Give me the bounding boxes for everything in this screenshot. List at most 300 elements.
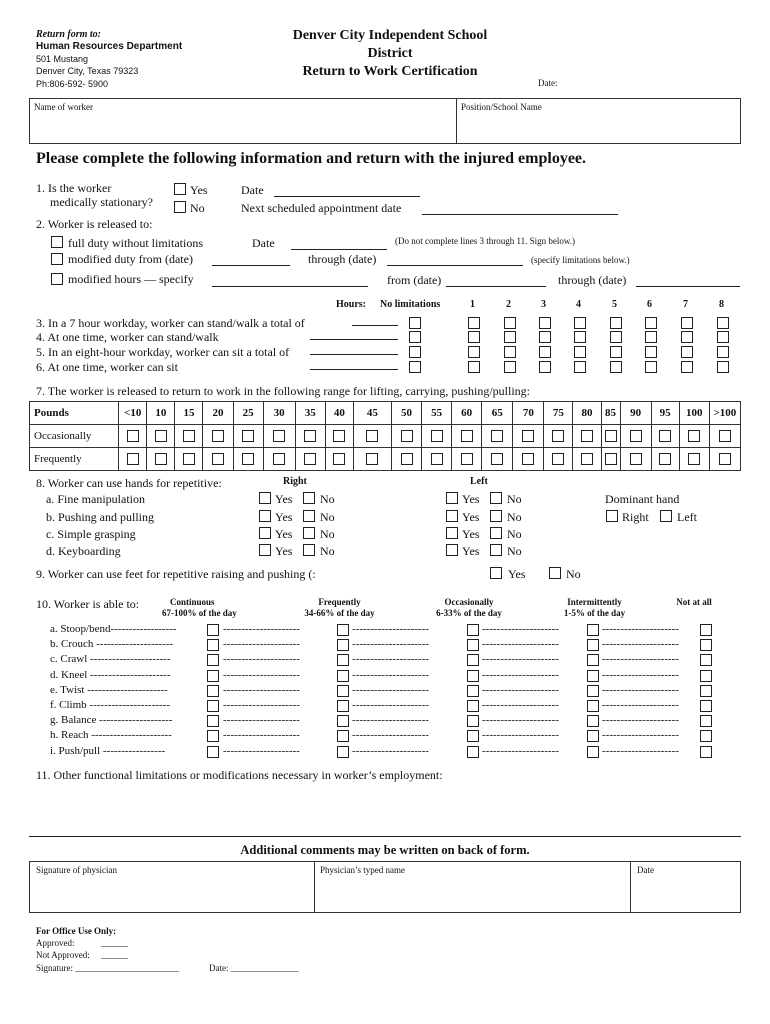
q10-checkbox[interactable]	[337, 730, 349, 742]
q8-no-label: No	[320, 492, 335, 506]
q10-checkbox[interactable]	[337, 746, 349, 758]
lifting-cell	[452, 448, 482, 471]
q1-label-a: 1. Is the worker	[36, 181, 112, 195]
title-line3: Return to Work Certification	[302, 64, 478, 79]
q8-yes-label: Yes	[462, 492, 480, 506]
lifting-checkbox[interactable]	[605, 453, 617, 465]
lifting-checkbox[interactable]	[581, 453, 593, 465]
q10-checkbox[interactable]	[700, 700, 712, 712]
hours-checkbox-5[interactable]	[610, 331, 622, 343]
q10-item-label: b. Crouch ---------------------	[50, 638, 174, 651]
pounds-col-header: 45	[353, 402, 391, 425]
lifting-checkbox[interactable]	[401, 430, 413, 442]
q10-checkbox[interactable]	[337, 700, 349, 712]
q8-no-label: No	[507, 510, 522, 524]
lifting-cell	[452, 425, 482, 448]
position-field[interactable]	[461, 112, 737, 140]
lifting-cell	[709, 425, 740, 448]
q10-checkbox[interactable]	[467, 715, 479, 727]
hours-checkbox-4[interactable]	[574, 331, 586, 343]
q10-checkbox[interactable]	[207, 670, 219, 682]
q9-label: 9. Worker can use feet for repetitive raising and pushing (:	[36, 567, 316, 581]
hours-checkbox-2[interactable]	[504, 346, 516, 358]
lifting-checkbox[interactable]	[688, 453, 700, 465]
q10-leader: ---------------------	[602, 623, 679, 635]
q8-left-no-checkbox[interactable]	[490, 544, 502, 556]
hours-checkbox-1[interactable]	[468, 317, 480, 329]
signature-date-label: Date	[637, 865, 654, 875]
q10-col-title: Occasionally	[444, 597, 494, 607]
lifting-checkbox[interactable]	[552, 453, 564, 465]
lifting-checkbox[interactable]	[491, 453, 503, 465]
hours-checkbox-5[interactable]	[610, 346, 622, 358]
hours-col-6: 6	[647, 299, 652, 310]
q10-checkbox[interactable]	[700, 685, 712, 697]
q10-col-title: Intermittently	[567, 597, 622, 607]
q10-checkbox[interactable]	[700, 624, 712, 636]
q10-checkbox[interactable]	[467, 654, 479, 666]
lifting-cell	[295, 425, 325, 448]
q1-next-appt-line[interactable]	[422, 214, 618, 215]
q8-right-yes-checkbox[interactable]	[259, 510, 271, 522]
physician-typed-name-field[interactable]	[319, 876, 625, 909]
lifting-cell	[233, 425, 263, 448]
lifting-checkbox[interactable]	[461, 453, 473, 465]
hours-label: Hours:	[336, 299, 366, 310]
office-date-line[interactable]: Date: _______________	[209, 963, 299, 973]
dominant-left-checkbox[interactable]	[660, 510, 672, 522]
q2-date-line[interactable]	[291, 249, 387, 250]
hours-row-label: 4. At one time, worker can stand/walk	[36, 330, 219, 344]
lifting-checkbox[interactable]	[155, 430, 167, 442]
lifting-checkbox[interactable]	[183, 453, 195, 465]
pounds-col-header: 15	[175, 402, 203, 425]
q8-left-yes-checkbox[interactable]	[446, 527, 458, 539]
q8-right-no-checkbox[interactable]	[303, 510, 315, 522]
q2-note2: (specify limitations below.)	[531, 255, 630, 265]
q8-right-no-checkbox[interactable]	[303, 544, 315, 556]
q8-left-no-checkbox[interactable]	[490, 492, 502, 504]
q8-left-yes-checkbox[interactable]	[446, 510, 458, 522]
q11-label: 11. Other functional limitations or modifications necessary in worker’s employment:	[36, 768, 443, 782]
pounds-col-header: 35	[295, 402, 325, 425]
hours-checkbox-1[interactable]	[468, 346, 480, 358]
lifting-checkbox[interactable]	[719, 430, 731, 442]
q8-no-label: No	[320, 527, 335, 541]
q10-checkbox[interactable]	[207, 639, 219, 651]
hours-checkbox-6[interactable]	[645, 331, 657, 343]
q7-label: 7. The worker is released to return to work in the following range for lifting, carrying, pushing/pulling:	[36, 384, 530, 398]
hours-col-5: 5	[612, 299, 617, 310]
return-city: Denver City, Texas 79323	[36, 66, 139, 76]
q10-checkbox[interactable]	[467, 746, 479, 758]
return-dept: Human Resources Department	[36, 41, 183, 52]
hours-checkbox-8[interactable]	[717, 317, 729, 329]
hours-row-leader	[310, 354, 398, 355]
hours-checkbox-5[interactable]	[610, 361, 622, 373]
lifting-cell	[422, 425, 452, 448]
worker-info-divider	[456, 98, 457, 144]
lifting-cell	[573, 448, 601, 471]
lifting-cell	[203, 425, 233, 448]
q8-right-yes-checkbox[interactable]	[259, 544, 271, 556]
q8-item-label: d. Keyboarding	[46, 544, 121, 558]
hours-checkbox-7[interactable]	[681, 317, 693, 329]
hours-checkbox-4[interactable]	[574, 317, 586, 329]
q10-checkbox[interactable]	[467, 730, 479, 742]
lifting-cell	[620, 448, 651, 471]
physician-typed-name-label: Physician’s typed name	[320, 865, 405, 875]
lifting-checkbox[interactable]	[212, 430, 224, 442]
hours-checkbox-3[interactable]	[539, 317, 551, 329]
lifting-cell	[513, 448, 544, 471]
q10-leader: ---------------------	[352, 744, 429, 757]
hours-checkbox-3[interactable]	[539, 346, 551, 358]
pounds-col-header: 70	[513, 402, 544, 425]
hours-checkbox-7[interactable]	[681, 361, 693, 373]
hours-checkbox-1[interactable]	[468, 361, 480, 373]
hours-checkbox-6[interactable]	[645, 346, 657, 358]
lifting-checkbox[interactable]	[581, 430, 593, 442]
q10-checkbox[interactable]	[700, 715, 712, 727]
pounds-col-header: 10	[147, 402, 175, 425]
q10-leader: ---------------------	[482, 699, 559, 711]
pounds-col-header: <10	[119, 402, 147, 425]
q10-leader: ---------------------	[482, 683, 559, 696]
q8-left-no-checkbox[interactable]	[490, 510, 502, 522]
q10-checkbox[interactable]	[207, 624, 219, 636]
q8-right-header: Right	[283, 476, 307, 487]
q10-item-label: f. Climb ----------------------	[50, 699, 171, 711]
q10-col-title: Continuous	[170, 597, 215, 607]
q10-leader: ---------------------	[482, 729, 559, 742]
q10-leader: ---------------------	[352, 623, 429, 635]
hours-row-leader	[352, 325, 398, 326]
q8-yes-label: Yes	[275, 527, 293, 541]
q8-right-yes-checkbox[interactable]	[259, 492, 271, 504]
q10-checkbox[interactable]	[587, 639, 599, 651]
lifting-checkbox[interactable]	[366, 430, 378, 442]
q11-field[interactable]	[36, 786, 736, 830]
lifting-checkbox[interactable]	[333, 430, 345, 442]
lifting-checkbox[interactable]	[552, 430, 564, 442]
q10-col-title: Not at all	[676, 597, 712, 607]
q8-no-label: No	[507, 527, 522, 541]
lifting-cell	[119, 425, 147, 448]
lifting-checkbox[interactable]	[719, 453, 731, 465]
q10-checkbox[interactable]	[467, 639, 479, 651]
lifting-cell	[391, 448, 421, 471]
hours-checkbox-2[interactable]	[504, 331, 516, 343]
q8-left-yes-checkbox[interactable]	[446, 492, 458, 504]
q2-from-label: from (date)	[387, 273, 442, 287]
q10-leader: ---------------------	[482, 623, 559, 635]
q10-checkbox[interactable]	[587, 715, 599, 727]
q10-checkbox[interactable]	[700, 639, 712, 651]
signature-date-field[interactable]	[635, 876, 737, 909]
q2-full-checkbox[interactable]	[51, 236, 63, 248]
q2-full-label: full duty without limitations	[68, 236, 203, 250]
hours-checkbox-2[interactable]	[504, 361, 516, 373]
lifting-checkbox[interactable]	[273, 453, 285, 465]
q10-checkbox[interactable]	[587, 670, 599, 682]
q10-leader: ---------------------	[352, 729, 429, 742]
lifting-checkbox[interactable]	[183, 430, 195, 442]
lifting-cell	[709, 448, 740, 471]
pounds-col-header: 50	[391, 402, 421, 425]
pounds-col-header: 55	[422, 402, 452, 425]
pounds-col-header: 100	[679, 402, 709, 425]
dominant-hand-label: Dominant hand	[605, 492, 680, 506]
hours-checkbox-7[interactable]	[681, 346, 693, 358]
q10-leader: ---------------------	[352, 683, 429, 696]
lifting-cell	[175, 448, 203, 471]
q10-col-sub: 34-66% of the day	[304, 608, 375, 618]
hours-row-label: 5. In an eight-hour workday, worker can sit a total of	[36, 345, 290, 359]
q10-checkbox[interactable]	[467, 670, 479, 682]
q10-leader: ---------------------	[352, 668, 429, 681]
q8-left-yes-checkbox[interactable]	[446, 544, 458, 556]
q10-leader: ---------------------	[352, 653, 429, 666]
q2-through-label: through (date)	[308, 252, 377, 266]
q10-checkbox[interactable]	[207, 685, 219, 697]
lifting-cell	[119, 448, 147, 471]
q8-yes-label: Yes	[462, 510, 480, 524]
q10-leader: ---------------------	[482, 744, 559, 757]
instruction-heading: Please complete the following information and return with the injured employee.	[36, 150, 587, 167]
q10-checkbox[interactable]	[337, 670, 349, 682]
hours-checkbox-4[interactable]	[574, 361, 586, 373]
lifting-cell	[353, 448, 391, 471]
dominant-right-label: Right	[622, 510, 649, 524]
q10-checkbox[interactable]	[337, 639, 349, 651]
q10-item-label: c. Crawl ----------------------	[50, 653, 171, 666]
return-form-label: Return form to:	[36, 29, 102, 40]
hours-checkbox-5[interactable]	[610, 317, 622, 329]
lifting-checkbox[interactable]	[659, 430, 671, 442]
q10-checkbox[interactable]	[337, 685, 349, 697]
q10-leader: ---------------------	[223, 638, 300, 651]
q10-item-label: a. Stoop/bend------------------	[50, 623, 177, 635]
q10-checkbox[interactable]	[337, 654, 349, 666]
q9-no-checkbox[interactable]	[549, 567, 561, 579]
lifting-table	[29, 401, 741, 471]
lifting-checkbox[interactable]	[242, 430, 254, 442]
pounds-col-header: 75	[544, 402, 573, 425]
q10-checkbox[interactable]	[207, 730, 219, 742]
hours-checkbox-3[interactable]	[539, 361, 551, 373]
q2-modified-hours-checkbox[interactable]	[51, 273, 63, 285]
q10-checkbox[interactable]	[587, 624, 599, 636]
office-not-approved-blank[interactable]: ______	[101, 950, 128, 960]
office-signature-line[interactable]: Signature: _______________________	[36, 963, 179, 973]
hours-checkbox-8[interactable]	[717, 361, 729, 373]
q10-checkbox[interactable]	[207, 654, 219, 666]
pounds-col-header: 85	[601, 402, 620, 425]
lifting-checkbox[interactable]	[461, 430, 473, 442]
q8-right-no-checkbox[interactable]	[303, 527, 315, 539]
q10-checkbox[interactable]	[587, 685, 599, 697]
q10-checkbox[interactable]	[700, 654, 712, 666]
additional-comments-note: Additional comments may be written on back of form.	[240, 843, 530, 857]
q10-checkbox[interactable]	[587, 700, 599, 712]
lifting-checkbox[interactable]	[304, 453, 316, 465]
hours-checkbox-4[interactable]	[574, 346, 586, 358]
q8-label: 8. Worker can use hands for repetitive:	[36, 476, 222, 490]
position-label: Position/School Name	[461, 102, 542, 112]
hours-checkbox-2[interactable]	[504, 317, 516, 329]
lifting-cell	[482, 425, 513, 448]
hours-col-4: 4	[576, 299, 581, 310]
q10-checkbox[interactable]	[207, 700, 219, 712]
q8-yes-label: Yes	[275, 492, 293, 506]
q10-leader: ---------------------	[223, 699, 300, 711]
lifting-checkbox[interactable]	[630, 453, 642, 465]
hours-checkbox-8[interactable]	[717, 331, 729, 343]
hours-no-limit-checkbox[interactable]	[409, 331, 421, 343]
q10-col-sub: 1-5% of the day	[563, 608, 626, 618]
pounds-header: Pounds	[30, 402, 119, 425]
hours-checkbox-8[interactable]	[717, 346, 729, 358]
hours-checkbox-6[interactable]	[645, 317, 657, 329]
hours-row-leader	[310, 369, 398, 370]
lifting-cell	[147, 448, 175, 471]
q2-hours-specify-line[interactable]	[212, 286, 368, 287]
hours-col-8: 8	[719, 299, 724, 310]
lifting-checkbox[interactable]	[688, 430, 700, 442]
q8-right-yes-checkbox[interactable]	[259, 527, 271, 539]
q10-checkbox[interactable]	[700, 670, 712, 682]
q10-checkbox[interactable]	[467, 685, 479, 697]
lifting-cell	[203, 448, 233, 471]
q10-checkbox[interactable]	[337, 624, 349, 636]
q8-item-label: c. Simple grasping	[46, 527, 136, 541]
office-use-title: For Office Use Only:	[36, 926, 117, 936]
q2-modified-duty-checkbox[interactable]	[51, 253, 63, 265]
lifting-checkbox[interactable]	[522, 453, 534, 465]
q10-checkbox[interactable]	[337, 715, 349, 727]
lifting-cell	[620, 425, 651, 448]
q10-leader: ---------------------	[602, 744, 679, 757]
lifting-checkbox[interactable]	[431, 453, 443, 465]
q10-checkbox[interactable]	[587, 654, 599, 666]
q1-next-appt-label: Next scheduled appointment date	[241, 201, 402, 215]
lifting-checkbox[interactable]	[431, 430, 443, 442]
hours-col-1: 1	[470, 299, 475, 310]
q10-col-title: Frequently	[318, 597, 361, 607]
q10-checkbox[interactable]	[207, 746, 219, 758]
q8-no-label: No	[507, 492, 522, 506]
lifting-row-label: Frequently	[30, 448, 119, 471]
q8-right-no-checkbox[interactable]	[303, 492, 315, 504]
dominant-right-checkbox[interactable]	[606, 510, 618, 522]
lifting-checkbox[interactable]	[212, 453, 224, 465]
q9-yes-checkbox[interactable]	[490, 567, 502, 579]
q2-through2-label: through (date)	[558, 273, 627, 287]
q1-yes-label: Yes	[190, 183, 208, 197]
hours-checkbox-3[interactable]	[539, 331, 551, 343]
lifting-checkbox[interactable]	[659, 453, 671, 465]
lifting-cell	[679, 425, 709, 448]
lifting-checkbox[interactable]	[333, 453, 345, 465]
q10-checkbox[interactable]	[700, 730, 712, 742]
lifting-checkbox[interactable]	[522, 430, 534, 442]
q10-item-label: i. Push/pull -----------------	[50, 744, 166, 757]
q2-hours-through-line[interactable]	[636, 286, 740, 287]
q8-left-no-checkbox[interactable]	[490, 527, 502, 539]
hours-no-limit-checkbox[interactable]	[409, 346, 421, 358]
lifting-checkbox[interactable]	[401, 453, 413, 465]
worker-name-field[interactable]	[34, 112, 452, 140]
q2-hours-from-line[interactable]	[446, 286, 546, 287]
lifting-checkbox[interactable]	[155, 453, 167, 465]
q10-item-label: g. Balance --------------------	[50, 714, 173, 727]
q9-no-label: No	[566, 567, 581, 581]
pounds-col-header: 60	[452, 402, 482, 425]
worker-name-label: Name of worker	[34, 102, 93, 112]
pounds-col-header: 90	[620, 402, 651, 425]
lifting-cell	[353, 425, 391, 448]
q10-checkbox[interactable]	[467, 624, 479, 636]
hours-row-label: 6. At one time, worker can sit	[36, 360, 178, 374]
lifting-checkbox[interactable]	[273, 430, 285, 442]
q2-modified-from-line[interactable]	[212, 265, 290, 266]
q10-checkbox[interactable]	[587, 730, 599, 742]
lifting-checkbox[interactable]	[630, 430, 642, 442]
q10-leader: ---------------------	[482, 714, 559, 727]
q8-no-label: No	[320, 510, 335, 524]
q10-checkbox[interactable]	[700, 746, 712, 758]
lifting-cell	[679, 448, 709, 471]
lifting-checkbox[interactable]	[127, 453, 139, 465]
lifting-cell	[422, 448, 452, 471]
office-approved-blank[interactable]: ______	[101, 938, 128, 948]
hours-checkbox-1[interactable]	[468, 331, 480, 343]
lifting-checkbox[interactable]	[127, 430, 139, 442]
lifting-checkbox[interactable]	[491, 430, 503, 442]
q10-checkbox[interactable]	[587, 746, 599, 758]
q1-yes-checkbox[interactable]	[174, 183, 186, 195]
lifting-checkbox[interactable]	[304, 430, 316, 442]
hours-no-limit-checkbox[interactable]	[409, 361, 421, 373]
q10-leader: ---------------------	[223, 744, 300, 757]
lifting-cell	[295, 448, 325, 471]
return-phone: Ph:806-592- 5900	[36, 79, 109, 89]
lifting-checkbox[interactable]	[605, 430, 617, 442]
q10-leader: ---------------------	[223, 729, 300, 742]
return-street: 501 Mustang	[36, 54, 89, 64]
lifting-cell	[391, 425, 421, 448]
hours-checkbox-7[interactable]	[681, 331, 693, 343]
q2-modified-hours-label: modified hours — specify	[68, 272, 194, 286]
lifting-cell	[147, 425, 175, 448]
q10-checkbox[interactable]	[207, 715, 219, 727]
q10-checkbox[interactable]	[467, 700, 479, 712]
lifting-checkbox[interactable]	[242, 453, 254, 465]
q10-leader: ---------------------	[352, 699, 429, 711]
q10-leader: ---------------------	[223, 623, 300, 635]
q8-item-label: b. Pushing and pulling	[46, 510, 155, 524]
pounds-col-header: 30	[263, 402, 295, 425]
hours-no-limit-checkbox[interactable]	[409, 317, 421, 329]
physician-signature-label: Signature of physician	[36, 865, 117, 875]
physician-signature-field[interactable]	[34, 876, 310, 909]
q1-no-checkbox[interactable]	[174, 201, 186, 213]
q2-modified-through-line[interactable]	[387, 265, 523, 266]
lifting-checkbox[interactable]	[366, 453, 378, 465]
q1-date-line[interactable]	[274, 196, 420, 197]
hours-checkbox-6[interactable]	[645, 361, 657, 373]
